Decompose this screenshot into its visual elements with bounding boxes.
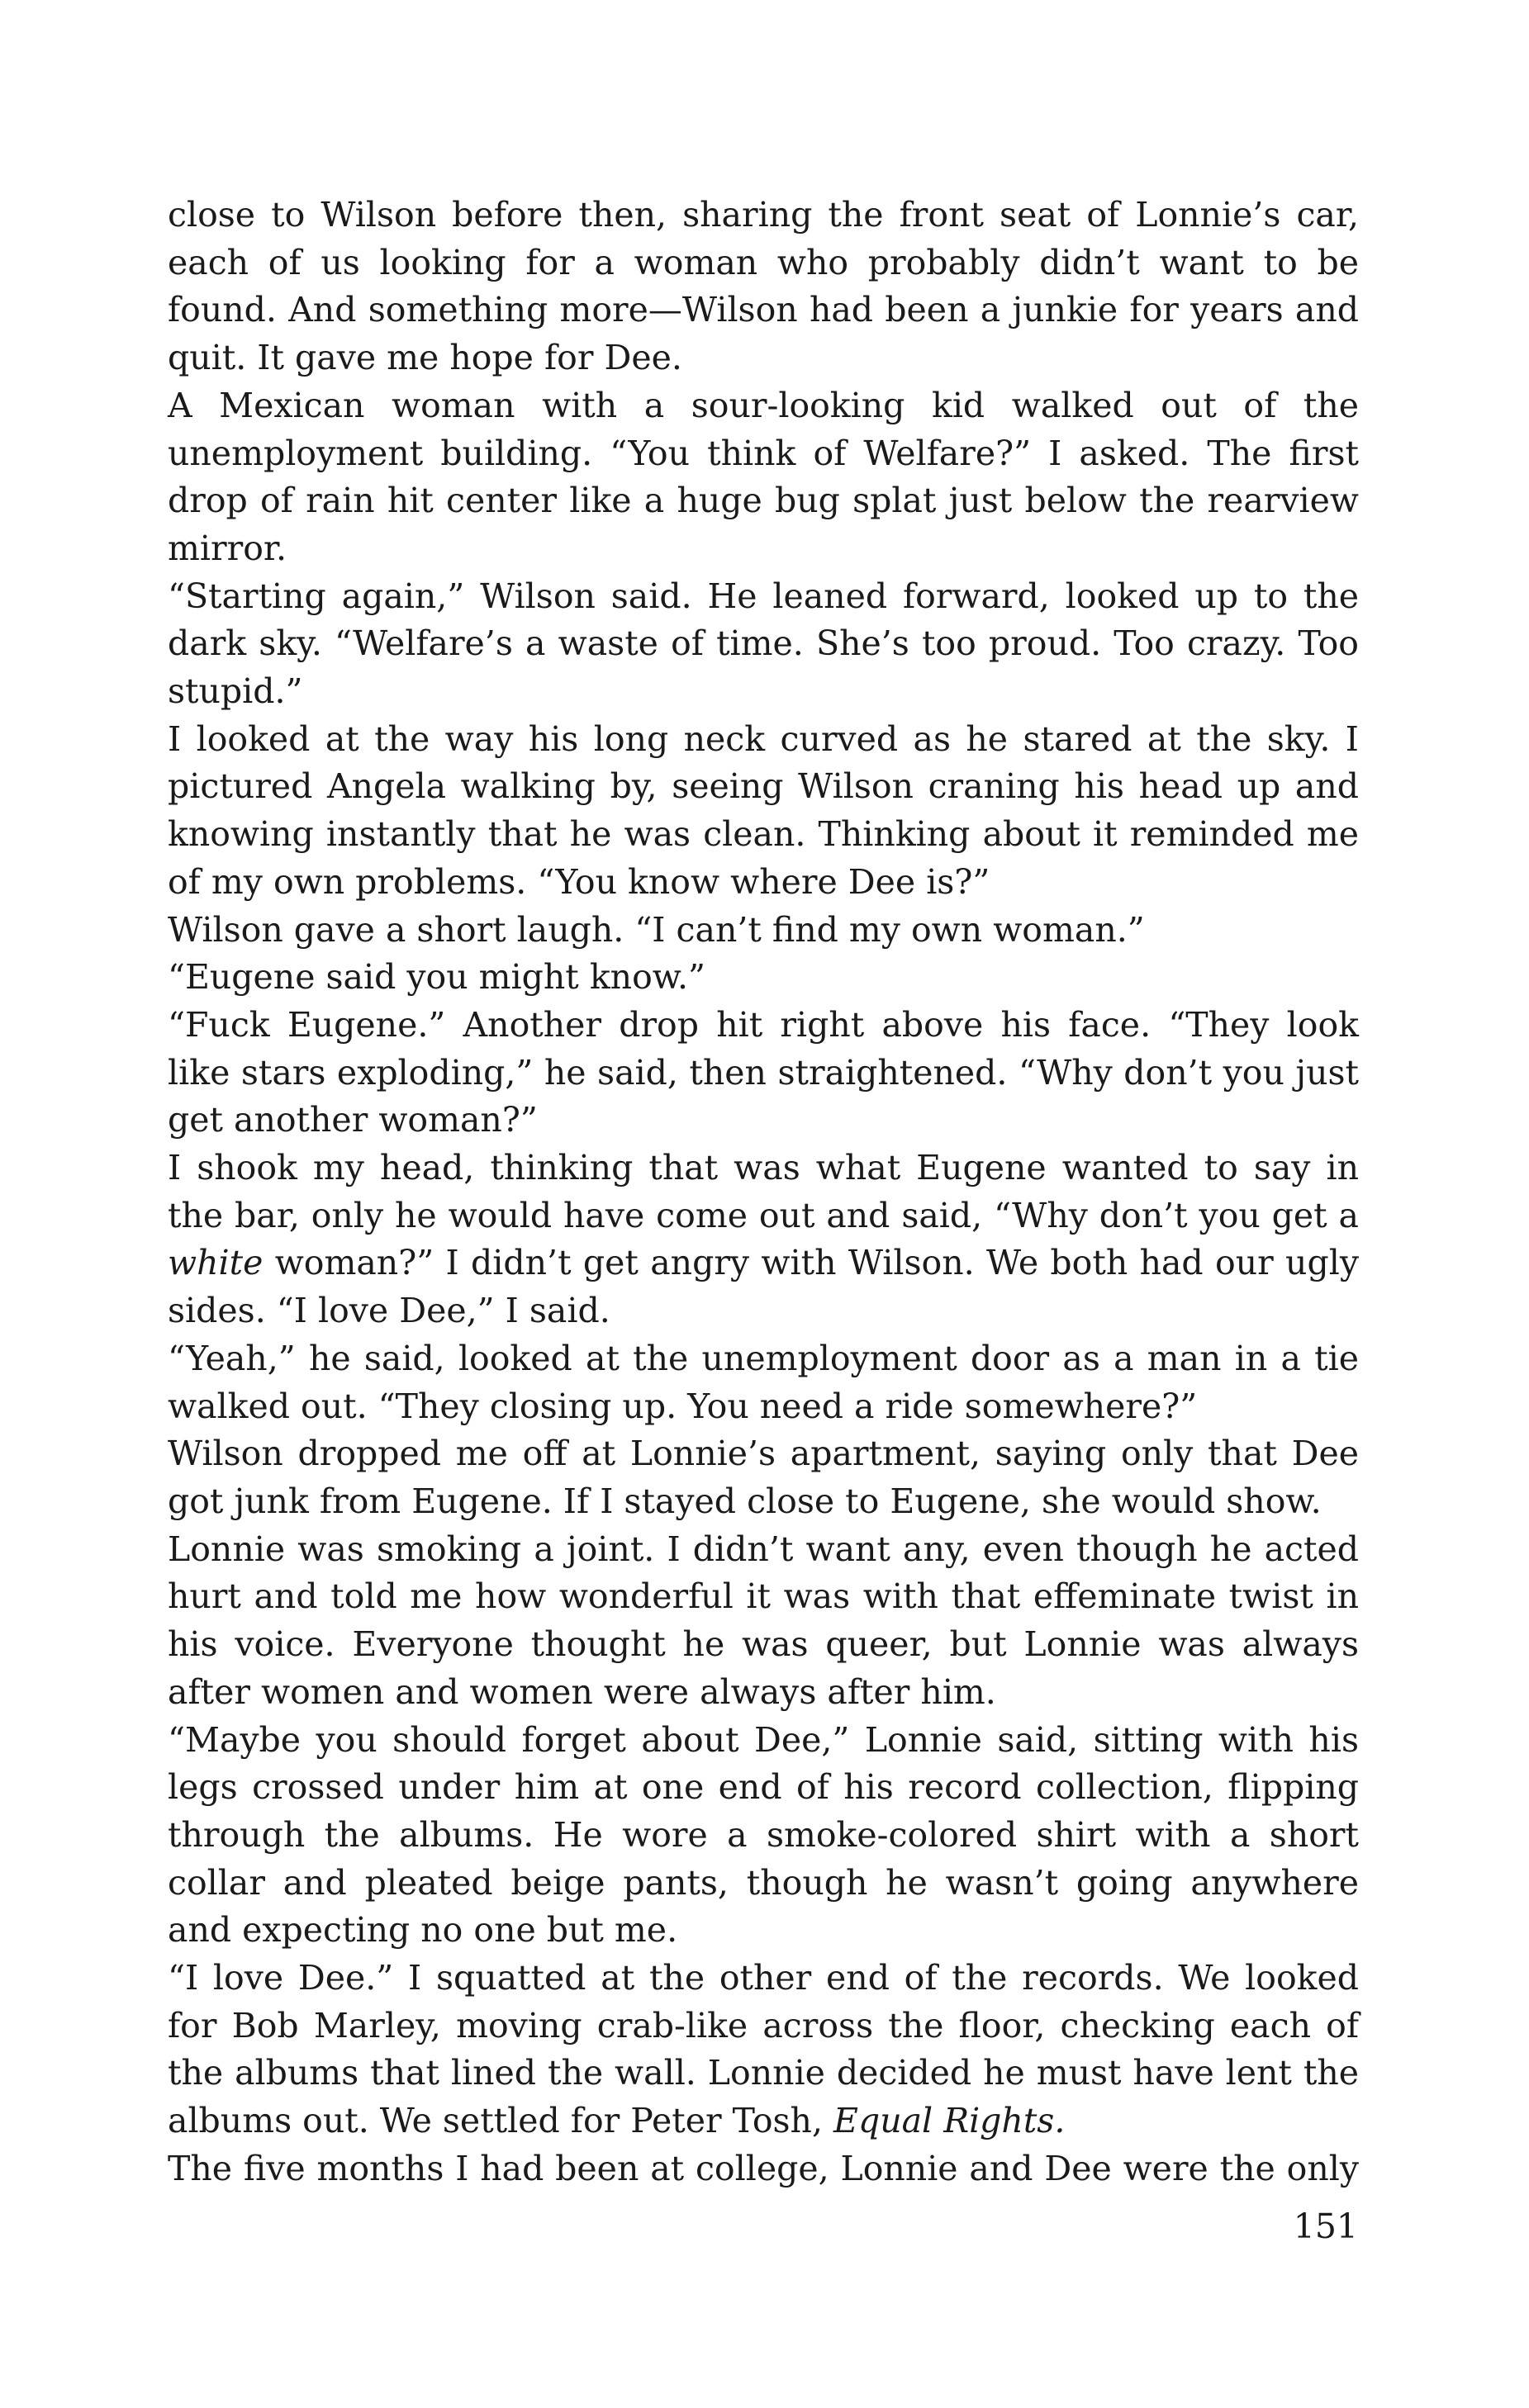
body-text [168,192,1359,2193]
paragraph-9: “Yeah,” he said, looked at the unemployment door as a man in a tie walked out. “They closing up. You need a ride somewhere?” [168,1338,1359,1426]
paragraph-7: “Fuck Eugene.” Another drop hit right above his face. “They look like stars exploding,” he said, then straightened. “Why don’t you just get another woman?” [168,1004,1359,1140]
paragraph-1: close to Wilson before then, sharing the front seat of Lonnie’s car, each of us looking for a woman who probably didn’t want to be found. And something more—Wilson had been a junkie for years and quit. It gave me hope for Dee. [168,195,1359,378]
paragraph-8 [168,1145,1359,1335]
paragraph-5: Wilson gave a short laugh. “I can’t find my own woman.” [168,909,1145,950]
paragraph-3: “Starting again,” Wilson said. He leaned forward, looked up to the dark sky. “Welfare’s a waste of time. She’s too proud. Too crazy. Too stupid.” [168,576,1359,712]
paragraph-14: The five months I had been at college, Lonnie and Dee were the only [168,2148,1359,2188]
paragraph-10: Wilson dropped me off at Lonnie’s apartment, saying only that Dee got junk from Eugene. If I stayed close to Eugene, she would show. [168,1434,1359,1521]
paragraph-8-text-b: woman?” I didn’t get angry with Wilson. We both had our ugly sides. “I love Dee,” I said. [168,1243,1359,1331]
page-number: 151 [1293,2207,1358,2246]
paragraph-4: I looked at the way his long neck curved as he stared at the sky. I pictured Angela walking by, seeing Wilson craning his head up and knowing instantly that he was clean. Thinking about it reminded me of my own problems. “You know where Dee is?” [168,718,1359,902]
paragraph-13 [168,1955,1359,2145]
paragraph-2: A Mexican woman with a sour-looking kid walked out of the unemployment building. “You think of Welfare?” I asked. The first drop of rain hit center like a huge bug splat just below the rearview mirror. [168,385,1359,568]
paragraph-12: “Maybe you should forget about Dee,” Lonnie said, sitting with his legs crossed under him at one end of his record collection, flipping through the albums. He wore a smoke-colored shirt with a short collar and pleated beige pants, though he wasn’t going anywhere and expecting no one but me. [168,1719,1359,1951]
paragraph-11: Lonnie was smoking a joint. I didn’t want any, even though he acted hurt and told me how wonderful it was with that effeminate twist in his voice. Everyone thought he was queer, but Lonnie was always after women and women were always after him. [168,1529,1359,1712]
paragraph-8-italic: white [168,1243,264,1283]
paragraph-13-text: “I love Dee.” I squatted at the other end of the records. We looked for Bob Marley, moving crab-like across the floor, checking each of the albums that lined the wall. Lonnie decided he must have lent the albums out. We settled for Peter Tosh, [168,1958,1359,2141]
paragraph-8-text-a: I shook my head, thinking that was what Eugene wanted to say in the bar, only he would have come out and said, “Why don’t you get a [168,1148,1359,1235]
paragraph-13-italic: Equal Rights. [833,2101,1066,2141]
paragraph-6: “Eugene said you might know.” [168,957,705,998]
